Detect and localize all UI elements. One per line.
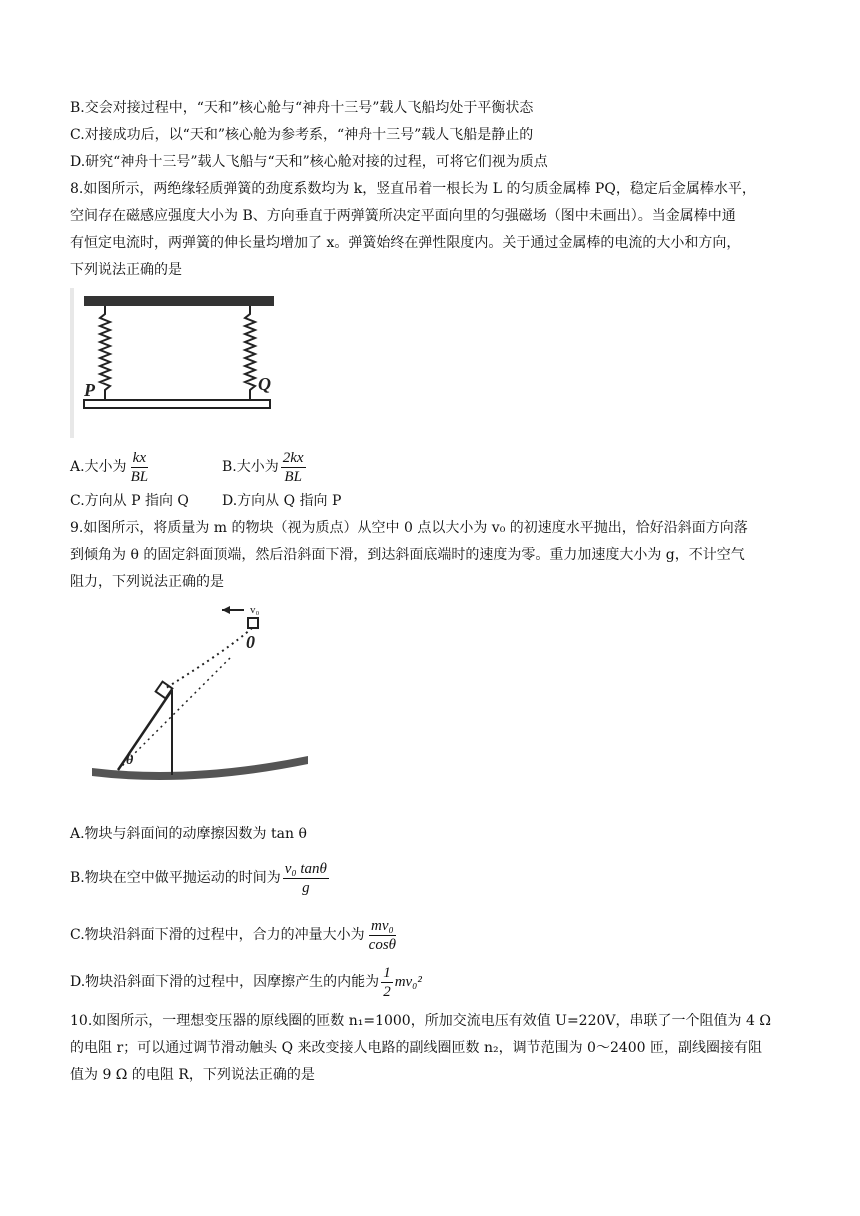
q9-c-fraction: $\frac{\text{mv₀}}{\cos\theta}$ [368, 917, 397, 953]
incline-projectile-figure [80, 598, 320, 818]
q8-option-d: D.方向从 Q 指向 P [222, 493, 342, 509]
label-o: 0 [246, 632, 255, 652]
label-q: Q [258, 374, 271, 394]
q9-stem-line-3: 阻力，下列说法正确的是 [70, 574, 224, 590]
q8-b-fraction: $\frac{2kx}{BL}$ [282, 449, 304, 485]
q7-option-b: B.交会对接过程中，“天和”核心舱与“神舟十三号”载人飞船均处于平衡状态 [70, 100, 534, 116]
q9-b-fraction: $\frac{\text{v₀ tanθ}}{g}$ [284, 860, 327, 896]
q8-option-c: C.方向从 P 指向 Q [70, 493, 189, 509]
ceiling-bar [84, 296, 274, 306]
q8-stem-line-4: 下列说法正确的是 [70, 262, 182, 278]
q9-stem-line-1: 9.如图所示，将质量为 m 的物块（视为质点）从空中 0 点以大小为 v₀ 的初速度水平抛出，恰好沿斜面方向落 [70, 520, 748, 536]
label-v0: v₀ [250, 604, 260, 616]
q7-option-c: C.对接成功后，以“天和”核心舱为参考系，“神舟十三号”载人飞船是静止的 [70, 127, 534, 143]
q9-option-b: B.物块在空中做平抛运动的时间为 $\frac{\text{v₀ tanθ}}{g}$ [70, 860, 327, 896]
q9-d-fraction: $\frac{1}{2}$ [383, 964, 391, 1000]
spring-rod-figure [70, 288, 285, 438]
start-block [248, 618, 258, 628]
q9-stem-line-2: 到倾角为 θ 的固定斜面顶端，然后沿斜面下滑，到达斜面底端时的速度为零。重力加速度大小为 g，不计空气 [70, 547, 745, 563]
q9-option-c: C.物块沿斜面下滑的过程中，合力的冲量大小为 $\frac{\text{mv₀}}{\cos\theta}$ [70, 917, 397, 953]
trajectory-dotted [166, 628, 252, 688]
q9-option-a: A.物块与斜面间的动摩擦因数为 tan θ [70, 826, 307, 842]
right-spring [245, 306, 255, 400]
q8-stem-line-2: 空间存在磁感应强度大小为 B、方向垂直于两弹簧所决定平面向里的匀强磁场（图中未画出）。当金属棒中通 [70, 208, 736, 224]
q10-stem-line-1: 10.如图所示，一理想变压器的原线圈的匝数 n₁=1000，所加交流电压有效值 U=220V，串联了一个阻值为 4 Ω [70, 1013, 771, 1029]
arrow-head [222, 606, 230, 614]
q8-a-fraction: $\frac{kx}{BL}$ [130, 449, 149, 485]
q10-stem-line-2: 的电阻 r；可以通过调节滑动触头 Q 来改变接人电路的副线圈匝数 n₂，调节范围为 0～2400 匝，副线圈接有阻 [70, 1040, 763, 1056]
q7-option-d: D.研究“神舟十三号”载人飞船与“天和”核心舱对接的过程，可将它们视为质点 [70, 154, 548, 170]
q8-stem-line-3: 有恒定电流时，两弹簧的伸长量均增加了 x。弹簧始终在弹性限度内。关于通过金属棒的电流的大小和方向， [70, 235, 741, 251]
block-on-incline [156, 682, 173, 699]
q9-option-d: D.物块沿斜面下滑的过程中，因摩擦产生的内能为 $\frac{1}{2}$ mv₀² [70, 964, 422, 1000]
extension-line [120, 658, 230, 768]
q8-option-b: B.大小为 $\frac{2kx}{BL}$ [222, 449, 304, 485]
left-spring [100, 306, 110, 400]
q8-option-a: A.大小为 $\frac{kx}{BL}$ [70, 449, 149, 485]
q8-stem-line-1: 8.如图所示，两绝缘轻质弹簧的劲度系数均为 k，竖直吊着一根长为 L 的匀质金属棒 PQ，稳定后金属棒水平， [70, 181, 756, 197]
label-p: P [84, 380, 95, 400]
q10-stem-line-3: 值为 9 Ω 的电阻 R，下列说法正确的是 [70, 1067, 315, 1083]
metal-rod [84, 400, 270, 408]
label-theta: θ [126, 753, 134, 768]
